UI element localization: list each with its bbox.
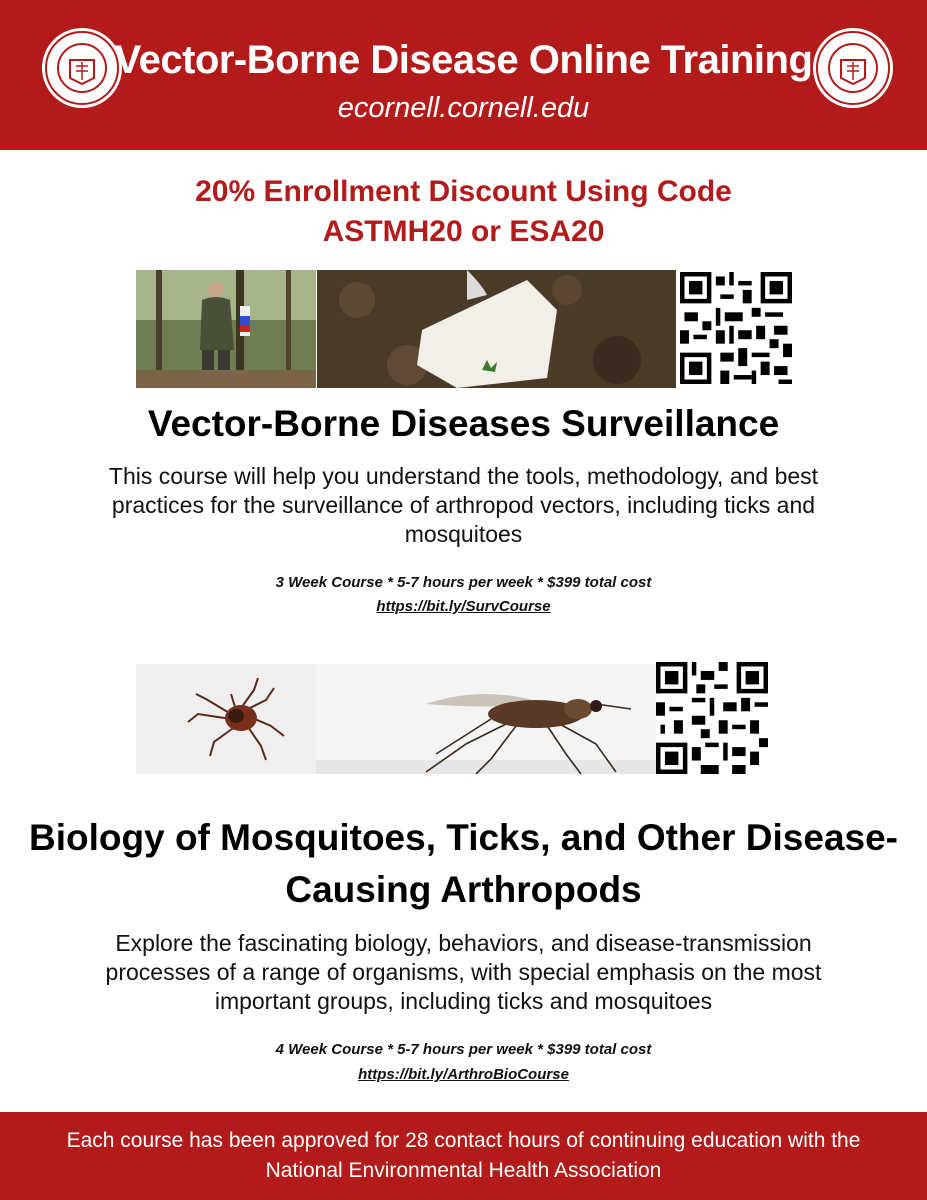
course-1-description: This course will help you understand the tools, methodology, and best practices for the surveillance of arthropod vectors, including ticks and mosquitoes: [108, 463, 819, 547]
course-2-details: 4 Week Course * 5-7 hours per week * $399 total cost: [275, 1041, 652, 1058]
page-title: Vector-Borne Disease Online Training: [114, 38, 813, 82]
course-1-link[interactable]: https://bit.ly/SurvCourse: [376, 598, 551, 615]
tick-photo: [136, 664, 316, 774]
course-1-title: Vector-Borne Diseases Surveillance: [147, 403, 780, 444]
header-banner: [0, 0, 927, 150]
course-2-title-line-2: Causing Arthropods: [285, 869, 642, 910]
qr-code-icon[interactable]: [680, 272, 792, 384]
discount-code-line: ASTMH20 or ESA20: [322, 215, 605, 248]
mosquito-photo: [316, 664, 656, 774]
discount-line-1: 20% Enrollment Discount Using Code: [195, 175, 732, 208]
footer-text: Each course has been approved for 28 contact hours of continuing education with the National Environmental Health Association: [66, 1129, 861, 1182]
course-2-title: [0, 812, 927, 916]
qr-code-icon[interactable]: [656, 662, 768, 774]
footer-banner: [0, 1112, 927, 1200]
course-2-description: Explore the fascinating biology, behaviors, and disease-transmission processes of a range of organisms, with special emphasis on the most important groups, including ticks and mosquitoes: [105, 930, 822, 1014]
course-1-details: 3 Week Course * 5-7 hours per week * $399 total cost: [275, 574, 652, 591]
course-2-link[interactable]: https://bit.ly/ArthroBioCourse: [358, 1066, 569, 1083]
course-2-title-line-1: Biology of Mosquitoes, Ticks, and Other Disease-: [29, 817, 898, 858]
field-trap-photo: [136, 270, 316, 388]
tick-drag-photo: [317, 270, 676, 388]
website-url[interactable]: ecornell.cornell.edu: [337, 92, 590, 124]
discount-banner: [0, 172, 927, 252]
